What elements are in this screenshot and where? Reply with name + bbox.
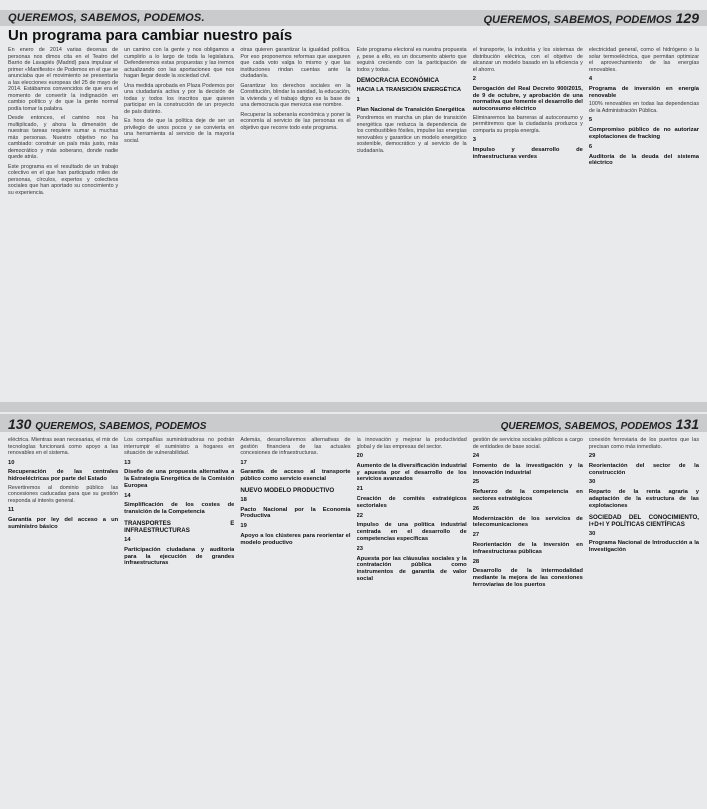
page-subtitle: Un programa para cambiar nuestro país — [8, 27, 293, 44]
section-heading: Reparto de la renta agraria y adaptación de la estructura de las explotaciones — [588, 489, 700, 509]
section-heading: Desarrollo de la intermodalidad mediante la mejora de las conexiones ferroviarias de los puertos — [472, 568, 583, 588]
section-heading: 29 — [588, 453, 596, 459]
section-heading: Recuperación de las centrales hidroeléctricas por parte del Estado — [8, 469, 119, 483]
page-header — [0, 0, 707, 50]
section-heading: 11 — [8, 507, 15, 514]
section-heading: 30 — [588, 530, 596, 537]
column-1 — [8, 437, 118, 805]
section-heading: 14 — [124, 537, 131, 544]
paragraph: Eliminaremos las barreras al autoconsumo y permitiremos que la ciudadanía produzca y comparta su propia energía. — [472, 114, 583, 134]
section-heading: Garantía por ley del acceso a un suministro básico — [8, 517, 119, 530]
section-heading: SOCIEDAD DEL CONOCIMIENTO, I+D+I Y POLÍTICAS CIENTÍFICAS — [588, 513, 700, 528]
section-heading: 1 — [356, 96, 360, 103]
paragraph: gestión de servicios sociales públicos a cargo de entidades de base social. — [472, 437, 583, 450]
page-gutter — [0, 402, 707, 412]
column-4 — [357, 47, 467, 397]
running-header-right-text: QUEREMOS, SABEMOS, PODEMOS — [500, 421, 672, 432]
column-3 — [240, 47, 350, 397]
paragraph: Desde entonces, el camino nos ha multiplicado, y ahora la dimensión de nuestras tareas requiere sumar a muchas más personas. Nuestro objetivo no ha cambiado: construir un país más justo, más democrático y más soberano, donde nadie quede atrás. — [8, 115, 119, 160]
section-heading: Garantía de acceso al transporte público como servicio esencial — [240, 469, 351, 483]
section-heading: 20 — [356, 453, 363, 459]
section-heading: 30 — [588, 479, 596, 486]
section-heading: 24 — [472, 453, 480, 459]
paragraph: En enero de 2014 varias decenas de personas nos dimos cita en el Teatro del Barrio de Lavapiés (Madrid) para impulsar el primer «Manifiesto» de Podemos en el que se anunciaba que el movimiento se presentaría a las elecciones europeas del 25 de mayo de 2014. Estábamos convencidos de que era el momento de convertir la indignación en cambio político y de que la gente normal podía tomar la palabra. — [8, 47, 119, 112]
paragraph: eléctrica. Mientras sean necesarias, el mix de tecnologías funcionará como apoyo a las renovables en el sistema. — [8, 437, 119, 456]
section-heading: 28 — [472, 558, 480, 565]
section-heading: Diseño de una propuesta alternativa a la Estrategia Energética de la Comisión Europea — [124, 469, 235, 489]
paragraph: Garantizar los derechos sociales en la Constitución, blindar la sanidad, la educación, la vivienda y el trabajo digno es la base de una democracia que merezca ese nombre. — [240, 82, 351, 108]
paragraph: 100% renovables en todas las dependencias de la Administración Pública. — [588, 101, 700, 114]
running-header-right — [501, 416, 699, 432]
section-heading: 27 — [472, 532, 480, 539]
section-heading: Programa de inversión en energía renovable — [588, 85, 700, 99]
page-130-131 — [0, 412, 707, 809]
paragraph: Una medida aprobada en Plaza Podemos por una ciudadanía activa y por la decisión de todas y todos los inscritos que quieren participar en la construcción de un proyecto de país distinto. — [124, 82, 235, 115]
section-heading: 3 — [472, 137, 476, 144]
section-heading: 6 — [588, 143, 593, 150]
section-heading: 17 — [240, 459, 247, 466]
section-heading: HACIA LA TRANSICIÓN ENERGÉTICA — [356, 87, 462, 93]
column-6 — [589, 437, 699, 805]
section-heading: 13 — [124, 459, 131, 466]
paragraph: Revertiremos al dominio público las concesiones caducadas para que su gestión responda al interés general. — [8, 484, 119, 504]
paragraph: electricidad general, como el hidrógeno o la solar termoeléctrica, que permitan optimizar el aprovechamiento de las energías renovables. — [588, 47, 700, 73]
section-heading: 21 — [356, 486, 363, 493]
section-heading: 18 — [240, 496, 247, 503]
page-number: 129 — [675, 10, 699, 26]
section-heading: Fomento de la investigación y la innovación industrial — [472, 462, 583, 476]
paragraph: Este programa electoral es nuestra propuesta y, pese a ello, es un documento abierto que seguirá creciendo con la participación de todos y todas. — [356, 47, 467, 73]
section-heading: Participación ciudadana y auditoría para la ejecución de grandes infraestructuras — [124, 546, 235, 567]
column-4 — [357, 437, 467, 805]
paragraph: la innovación y mejorar la productividad global y de las empresas del sector. — [356, 437, 467, 450]
column-5 — [473, 47, 583, 397]
section-heading: Reorientación del sector de la construcción — [588, 462, 700, 476]
running-header-text: QUEREMOS, SABEMOS, PODEMOS — [483, 14, 672, 26]
page-129 — [0, 0, 707, 402]
paragraph: Este programa es el resultado de un trabajo colectivo en el que han participado miles de personas, círculos, expertos y colectivos sociales que han aportado su conocimiento y su experiencia. — [8, 163, 119, 196]
paragraph: Pondremos en marcha un plan de transición energética que reduzca la dependencia de los combustibles fósiles, impulse las energías renovables y garantice un modelo energético sostenible, democrático y al servicio de la ciudadanía. — [356, 115, 467, 154]
column-5 — [473, 437, 583, 805]
header-title: QUEREMOS, SABEMOS, PODEMOS. — [8, 12, 205, 24]
running-header-left-text: QUEREMOS, SABEMOS, PODEMOS — [35, 421, 207, 432]
running-header-left — [8, 416, 206, 432]
section-heading: Compromiso público de no autorizar explotaciones de fracking — [588, 127, 700, 140]
section-heading: Modernización de los servicios de telecomunicaciones — [472, 515, 583, 529]
paragraph: Además, desarrollaremos alternativas de gestión financiera de las actuales concesiones de infraestructuras. — [240, 437, 351, 456]
section-heading: Refuerzo de la competencia en sectores estratégicos — [472, 489, 583, 502]
text-columns — [8, 47, 699, 397]
section-heading: Impulso y desarrollo de infraestructuras verdes — [472, 147, 583, 161]
section-heading: Plan Nacional de Transición Energética — [356, 106, 465, 113]
section-heading: 2 — [472, 76, 476, 82]
section-heading: 14 — [124, 492, 131, 499]
paragraph: conexión ferroviaria de los puertos que las precisan como más inmediato. — [588, 437, 700, 450]
section-heading: 22 — [356, 512, 363, 519]
section-heading: Apuesta por las cláusulas sociales y la contratación pública como instrumentos de garantía de valor social — [356, 555, 467, 582]
section-heading: 19 — [240, 523, 247, 530]
section-heading: 5 — [588, 117, 593, 124]
section-heading: 10 — [8, 459, 15, 466]
section-heading: 26 — [472, 505, 480, 512]
column-1 — [8, 47, 118, 397]
page-number-left: 130 — [8, 416, 32, 432]
section-heading: 25 — [472, 479, 480, 486]
column-2 — [124, 437, 234, 805]
column-6 — [589, 47, 699, 397]
section-heading: Apoyo a los clústeres para reorientar el modelo productivo — [240, 533, 351, 546]
paragraph: el transporte, la industria y los sistemas de distribución eléctrica, con el objetivo de alcanzar un modelo basado en la eficiencia y el ahorro. — [472, 47, 583, 73]
section-heading: Aumento de la diversificación industrial y apuesta por el desarrollo de los servicios avanzados — [356, 462, 467, 483]
section-heading: 23 — [356, 545, 363, 552]
running-header-right — [484, 9, 700, 29]
section-heading: Derogación del Real Decreto 900/2015, de 9 de octubre, y aprobación de una normativa que fomente el desarrollo del autoconsumo eléctrico — [472, 85, 583, 113]
section-heading: Reorientación de la inversión en infraestructuras públicas — [472, 541, 583, 555]
section-heading: TRANSPORTES E INFRAESTRUCTURAS — [124, 520, 235, 535]
page-number-right: 131 — [675, 416, 699, 432]
paragraph: otras quieren garantizar la igualdad política. Por eso proponemos reformas que aseguren que cada voto valga lo mismo y que las instituciones rindan cuentas ante la ciudadanía. — [240, 47, 351, 79]
section-heading: Auditoría de la deuda del sistema eléctrico — [588, 153, 700, 167]
section-heading: Simplificación de los costes de transición de la Competencia — [124, 502, 235, 516]
section-heading: 4 — [588, 76, 593, 82]
section-heading: Creación de comités estratégicos sectoriales — [356, 495, 467, 509]
section-heading: Impulso de una política industrial centrada en el desarrollo de competencias específicas — [356, 522, 467, 542]
section-heading: DEMOCRACIA ECONÓMICA — [356, 77, 440, 84]
column-3 — [240, 437, 350, 805]
text-columns — [8, 437, 699, 805]
paragraph: Los compañías suministradoras no podrán interrumpir el suministro a hogares en situación de vulnerabilidad. — [124, 437, 235, 456]
paragraph: Es hora de que la política deje de ser un privilegio de unos pocos y se convierta en una herramienta al servicio de la mayoría social. — [124, 118, 235, 144]
paragraph: un camino con la gente y nos obligamos a cumplirlo a lo largo de toda la legislatura. Defenderemos estas propuestas y las iremos actualizando con las aportaciones que nos hagan llegar desde la sociedad civil. — [124, 47, 235, 79]
section-heading: Programa Nacional de Introducción a la Investigación — [588, 540, 700, 554]
column-2 — [124, 47, 234, 397]
section-heading: Pacto Nacional por la Economía Productiva — [240, 506, 351, 520]
paragraph: Recuperar la soberanía económica y poner la economía al servicio de las personas es el objetivo que recorre todo este programa. — [240, 111, 351, 131]
section-heading: NUEVO MODELO PRODUCTIVO — [240, 486, 335, 494]
